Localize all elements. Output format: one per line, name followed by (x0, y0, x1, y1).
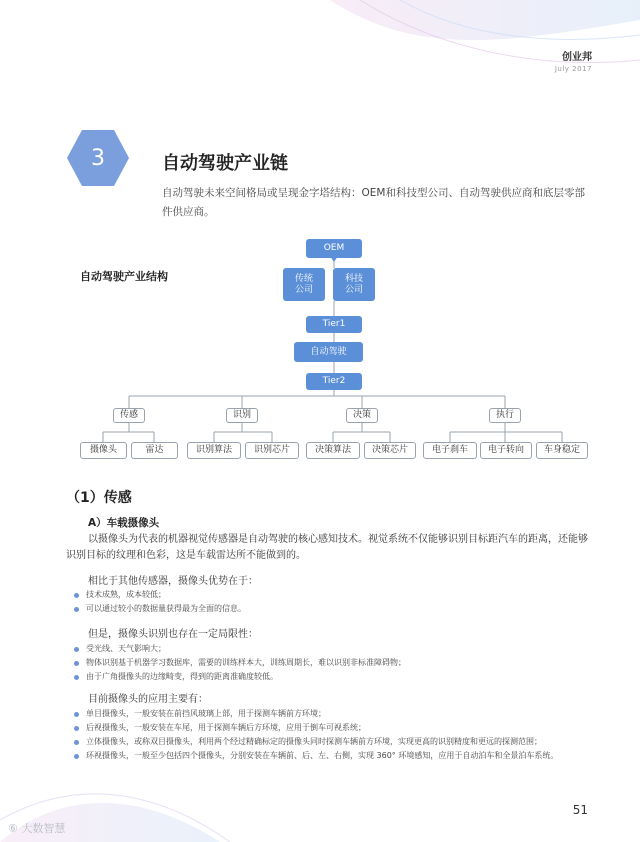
node-autodrive: 自动驾驶 (294, 342, 363, 362)
diagram-label: 自动驾驶产业结构 (80, 270, 168, 283)
node-category-decision: 决策 (346, 408, 378, 423)
node-oem: OEM (306, 239, 362, 258)
node-traditional-company: 传统 公司 (283, 268, 325, 301)
node-leaf-recognition-algorithm: 识别算法 (187, 442, 241, 459)
list-applications (74, 707, 592, 763)
list-item: 单目摄像头，一般安装在前挡风玻璃上部，用于探测车辆前方环境； (74, 707, 592, 721)
section-description: 自动驾驶未来空间格局或呈现金字塔结构：OEM和科技型公司、自动驾驶供应商和底层零部件供应商。 (162, 187, 585, 218)
lead-limitations: 但是，摄像头识别也存在一定局限性： (88, 629, 258, 640)
list-item: 技术成熟，成本较低； (74, 588, 592, 602)
page-number: 51 (572, 803, 588, 817)
list-item: 由于广角摄像头的边缘畸变，得到的距离准确度较低。 (74, 670, 592, 684)
list-limitations (74, 642, 592, 684)
lead-applications: 目前摄像头的应用主要有： (88, 694, 208, 705)
node-leaf-decision-chip: 决策芯片 (364, 442, 416, 459)
node-leaf-decision-algorithm: 决策算法 (306, 442, 360, 459)
node-leaf-electronic-brake: 电子刹车 (423, 442, 477, 459)
node-leaf-radar: 雷达 (131, 442, 178, 459)
heading-camera: A）车载摄像头 (88, 517, 160, 529)
node-leaf-electronic-steering: 电子转向 (480, 442, 532, 459)
lead-advantages: 相比于其他传感器，摄像头优势在于： (88, 576, 258, 587)
node-tech-company: 科技 公司 (333, 268, 375, 301)
heading-sensing: （1）传感 (66, 490, 132, 506)
node-leaf-camera: 摄像头 (80, 442, 127, 459)
brand-name: 创业邦 (562, 52, 592, 63)
node-category-execution: 执行 (489, 408, 521, 423)
node-category-recognition: 识别 (226, 408, 258, 423)
node-category-sensing: 传感 (113, 408, 145, 423)
list-item: 受光线、天气影响大； (74, 642, 592, 656)
node-tier1: Tier1 (306, 316, 362, 333)
brand-date: July 2017 (554, 65, 592, 73)
list-item: 立体摄像头，或称双目摄像头，利用两个经过精确标定的摄像头同时探测车辆前方环境，实现更高的识别精度和更远的探测范围； (74, 735, 592, 749)
node-leaf-body-stability: 车身稳定 (536, 442, 588, 459)
list-item: 物体识别基于机器学习数据库，需要的训练样本大，训练周期长，难以识别非标准障碍物； (74, 656, 592, 670)
list-item: 可以通过较小的数据量获得最为全面的信息。 (74, 602, 592, 616)
list-advantages (74, 588, 592, 616)
list-item: 环视摄像头，一般至少包括四个摄像头，分别安装在车辆前、后、左、右侧，实现 360° 环境感知，应用于自动泊车和全景泊车系统。 (74, 749, 592, 763)
node-tier2: Tier2 (306, 373, 362, 390)
section-title: 自动驾驶产业链 (162, 153, 288, 174)
watermark: ⑥ 大数智慧 (8, 822, 66, 835)
paragraph-camera-intro: 以摄像头为代表的机器视觉传感器是自动驾驶的核心感知技术。视觉系统不仅能够识别目标距汽车的距离，还能够识别目标的纹理和色彩，这是车载雷达所不能做到的。 (66, 534, 588, 561)
section-number: 3 (91, 145, 105, 171)
node-leaf-recognition-chip: 识别芯片 (245, 442, 299, 459)
list-item: 后视摄像头，一般安装在车尾，用于探测车辆后方环境，应用于倒车可视系统； (74, 721, 592, 735)
